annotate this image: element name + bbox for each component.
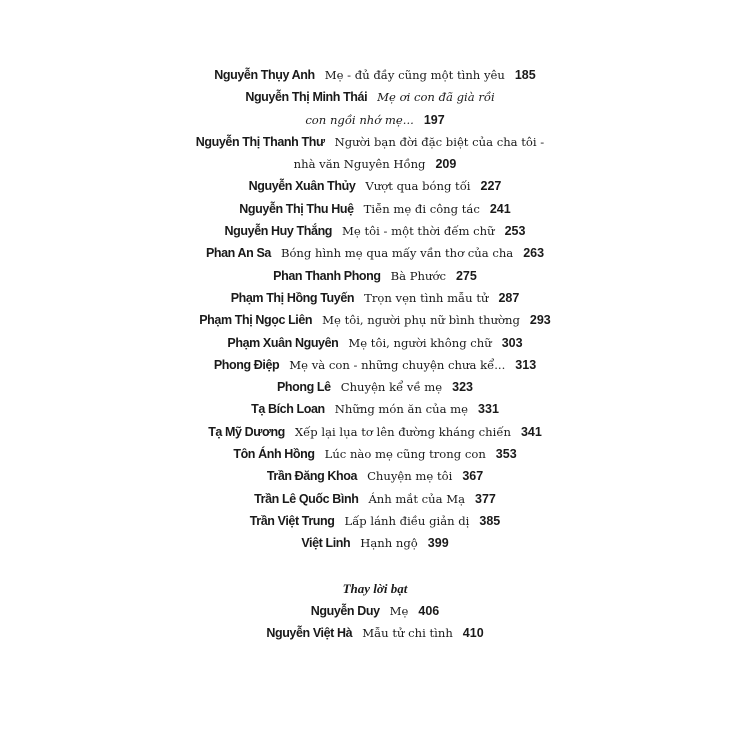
- entry-title: Tiễn mẹ đi công tác: [363, 201, 480, 216]
- entry-author: Nguyễn Thị Thanh Thư: [195, 134, 325, 149]
- entry-title: Những món ăn của mẹ: [334, 402, 469, 417]
- entry-title-line-1: Người bạn đời đặc biệt của cha tôi -: [334, 134, 545, 149]
- toc-entry: [100, 488, 650, 510]
- entry-author: Tạ Bích Loan: [251, 402, 325, 417]
- entry-page-number: 241: [489, 201, 511, 216]
- entry-author: Phan An Sa: [205, 246, 271, 261]
- entry-page-number: 406: [418, 603, 440, 618]
- toc-entry: [100, 242, 650, 264]
- toc-entry: [100, 465, 650, 487]
- toc-entry: [100, 265, 650, 287]
- entry-page-number: 377: [475, 491, 496, 506]
- afterword-heading: Thay lời bạt: [342, 580, 408, 596]
- entry-title: Mẫu tử chi tình: [362, 626, 453, 641]
- entry-page-number: 385: [479, 513, 501, 528]
- toc-entry: [100, 175, 650, 197]
- entry-page-number: 293: [529, 313, 551, 328]
- toc-entry: [100, 198, 650, 220]
- entry-page-number: 353: [495, 447, 517, 462]
- entry-page-number: 313: [515, 357, 537, 372]
- entry-title: Mẹ: [389, 603, 409, 618]
- entry-author: Phạm Thị Ngọc Liên: [199, 313, 313, 328]
- entry-title: Lấp lánh điều giản dị: [344, 513, 470, 528]
- toc-entry: [100, 64, 650, 86]
- entry-author: Nguyễn Huy Thắng: [224, 224, 333, 239]
- toc-entry: [100, 309, 650, 331]
- entry-author: Phạm Thị Hồng Tuyến: [230, 290, 355, 305]
- entry-page-number: 410: [462, 626, 484, 641]
- toc-entry: [100, 376, 650, 398]
- entry-page-number: 367: [462, 469, 484, 484]
- entry-title: Mẹ tôi, người phụ nữ bình thường: [322, 313, 520, 328]
- entry-title: Hạnh ngộ: [360, 536, 418, 551]
- entry-author: Nguyễn Thị Thu Huệ: [239, 201, 354, 216]
- entry-title: Bóng hình mẹ qua mấy vần thơ của cha: [280, 246, 514, 261]
- entry-title: Xếp lại lụa tơ lên đường kháng chiến: [294, 424, 511, 439]
- toc-entry: [100, 398, 650, 420]
- entry-title: Mẹ và con - những chuyện chưa kể...: [289, 357, 506, 372]
- table-of-contents: [100, 64, 650, 644]
- entry-author: Việt Linh: [301, 536, 351, 551]
- toc-entry: [100, 421, 650, 443]
- toc-entry: [100, 332, 650, 354]
- entry-title: Chuyện kể về mẹ: [340, 380, 443, 395]
- entry-author: Nguyễn Việt Hà: [266, 626, 353, 641]
- entry-page-number: 185: [514, 68, 536, 82]
- entry-page-number: 341: [520, 424, 542, 439]
- entry-title-line-2: con ngồi nhớ mẹ...: [305, 112, 414, 127]
- entry-author: Nguyễn Xuân Thủy: [248, 179, 356, 194]
- entry-author: Phạm Xuân Nguyên: [227, 335, 339, 350]
- entry-page-number: 275: [455, 268, 477, 283]
- toc-entry: [100, 600, 650, 622]
- entry-author: Phong Điệp: [213, 357, 280, 372]
- entry-title: Mẹ tôi, người không chữ: [348, 335, 492, 350]
- entry-title: Lúc nào mẹ cũng trong con: [324, 447, 486, 462]
- toc-entry: [100, 86, 650, 131]
- entry-author: Tôn Ánh Hồng: [233, 447, 315, 462]
- toc-entry: [100, 622, 650, 644]
- entry-title-line-2: nhà văn Nguyên Hồng: [293, 157, 426, 172]
- entry-author: Nguyễn Thị Minh Thái: [245, 90, 368, 105]
- entry-title: Vượt qua bóng tối: [365, 179, 471, 194]
- entry-author: Trần Lê Quốc Bình: [254, 491, 359, 506]
- entry-title-line-1: Mẹ ơi con đã già rồi: [377, 90, 495, 105]
- entry-page-number: 197: [423, 112, 445, 127]
- entry-title: Chuyện mẹ tôi: [367, 469, 453, 484]
- toc-entry: [100, 532, 650, 554]
- entry-page-number: 323: [452, 380, 474, 395]
- toc-entry: [100, 510, 650, 532]
- entry-page-number: 303: [501, 335, 523, 350]
- toc-entry: [100, 287, 650, 309]
- entry-page-number: 399: [427, 536, 449, 551]
- entry-page-number: 227: [480, 179, 502, 194]
- entry-author: Trần Việt Trung: [249, 513, 335, 528]
- toc-entry: [100, 354, 650, 376]
- entry-author: Phan Thanh Phong: [273, 268, 381, 283]
- entry-page-number: 263: [523, 246, 545, 261]
- entry-title: Trọn vẹn tình mẫu tử: [364, 290, 489, 305]
- toc-entry: [100, 131, 650, 176]
- entry-author: Phong Lê: [276, 380, 331, 395]
- entry-author: Trần Đăng Khoa: [266, 469, 358, 484]
- entry-author: Tạ Mỹ Dương: [208, 424, 285, 439]
- entry-page-number: 331: [478, 402, 499, 417]
- entry-page-number: 287: [498, 290, 520, 305]
- entry-title: Mẹ - đủ đầy cũng một tình yêu: [324, 68, 505, 82]
- entry-title: Bà Phước: [390, 268, 446, 283]
- entry-page-number: 209: [435, 157, 457, 172]
- toc-entry: [100, 443, 650, 465]
- entry-title: Ánh mắt của Mạ: [368, 491, 466, 506]
- entry-page-number: 253: [504, 224, 526, 239]
- entry-author: Nguyễn Duy: [310, 603, 380, 618]
- toc-entry: [100, 220, 650, 242]
- entry-title: Mẹ tôi - một thời đếm chữ: [342, 224, 495, 239]
- entry-author: Nguyễn Thụy Anh: [214, 68, 315, 82]
